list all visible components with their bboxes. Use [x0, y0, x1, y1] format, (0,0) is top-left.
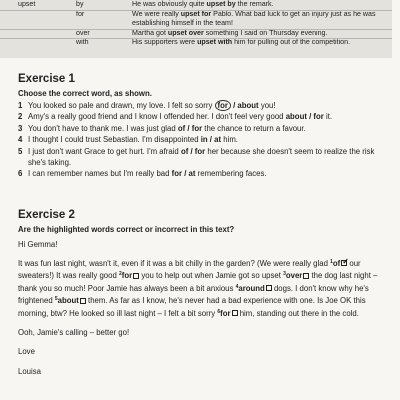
table-cell-example: We were really upset for Pablo. What bad luck to get an injury just as he was	[132, 9, 376, 18]
checkbox-6[interactable]	[232, 310, 238, 316]
circled-answer: for	[215, 100, 231, 111]
item-number: 1	[18, 101, 23, 110]
exercise-1-instruction: Choose the correct word, as shown.	[18, 89, 152, 98]
checkbox-5[interactable]	[80, 298, 86, 304]
list-item: 3 You don't have to thank me. I was just glad of / for the chance to return a favour.	[18, 123, 306, 133]
letter-body: It was fun last night, wasn't it, even if it was a bit chilly in the garden? (We were really glad $^1$of✓ our sweaters!) It was really good $^2$for you to help out when Jamie got so upset $^3$over the dog last night – thank you so much! Poor Jamie has always been a bit anxious $^4$around dogs. I don't know why he's frightened $^5$about them. As far as I know, he's never had a bad experience with one. Is Joe OK this morning, btw? He looked so ill last night – I felt a bit sorry $^6$for him, standing out there in the cold.	[18, 258, 392, 321]
item-number: 4	[18, 135, 23, 145]
list-item: 5 I just don't want Grace to get hurt. I'm afraid of / for her because she doesn't seem to realize the risk she's taking.	[18, 146, 375, 168]
table-cell-example: He was obviously quite upset by the remark.	[132, 0, 274, 8]
table-cell-preposition: by	[76, 0, 84, 8]
table-cell-preposition: for	[76, 9, 85, 18]
item-number: 6	[18, 169, 23, 179]
table-row	[0, 19, 392, 29]
table-cell-preposition: with	[76, 38, 89, 47]
table-divider	[0, 10, 392, 11]
table-divider	[0, 29, 392, 30]
exercise-1	[18, 73, 392, 180]
item-number: 2	[18, 112, 23, 122]
exercise-2	[18, 209, 392, 378]
exercise-2-title: Exercise 2	[18, 209, 75, 221]
list-item: 1 You looked so pale and drawn, my love. I felt so sorry for / about you!	[18, 101, 276, 110]
table-row	[0, 10, 392, 20]
letter-signoff: Love	[18, 347, 35, 357]
list-item: 6 I can remember names but I'm really bad for / at remembering faces.	[18, 169, 267, 179]
table-cell-example: His supporters were upset with him for pulling out of the competition.	[132, 38, 351, 47]
list-item: 2 Amy's a really good friend and I know I offended her. I don't feel very good about / for it.	[18, 112, 333, 122]
collocation-table	[0, 0, 392, 58]
checkbox-4[interactable]	[266, 285, 272, 291]
checkbox-2[interactable]	[133, 273, 139, 279]
item-number: 3	[18, 123, 23, 133]
checkbox-1[interactable]	[341, 260, 347, 266]
table-row	[0, 0, 392, 10]
letter-closing: Ooh, Jamie's calling – better go!	[18, 327, 130, 337]
table-cell-example: Martha got upset over something I said on Thursday evening.	[132, 28, 328, 37]
exercise-2-instruction: Are the highlighted words correct or incorrect in this text?	[18, 225, 235, 234]
table-cell-example: establishing himself in the team!	[132, 19, 233, 28]
list-item: 4 I thought I could trust Sebastian. I'm disappointed in / at him.	[18, 135, 238, 145]
letter-greeting: Hi Gemma!	[18, 240, 58, 249]
exercise-1-title: Exercise 1	[18, 73, 75, 85]
letter-signature: Louisa	[18, 366, 41, 376]
table-row	[0, 38, 392, 48]
item-number: 5	[18, 146, 23, 156]
table-cell-preposition: over	[76, 28, 90, 37]
table-cell-word: upset	[18, 0, 36, 8]
checkbox-3[interactable]	[303, 273, 309, 279]
table-divider	[0, 38, 392, 39]
table-row	[0, 29, 392, 39]
